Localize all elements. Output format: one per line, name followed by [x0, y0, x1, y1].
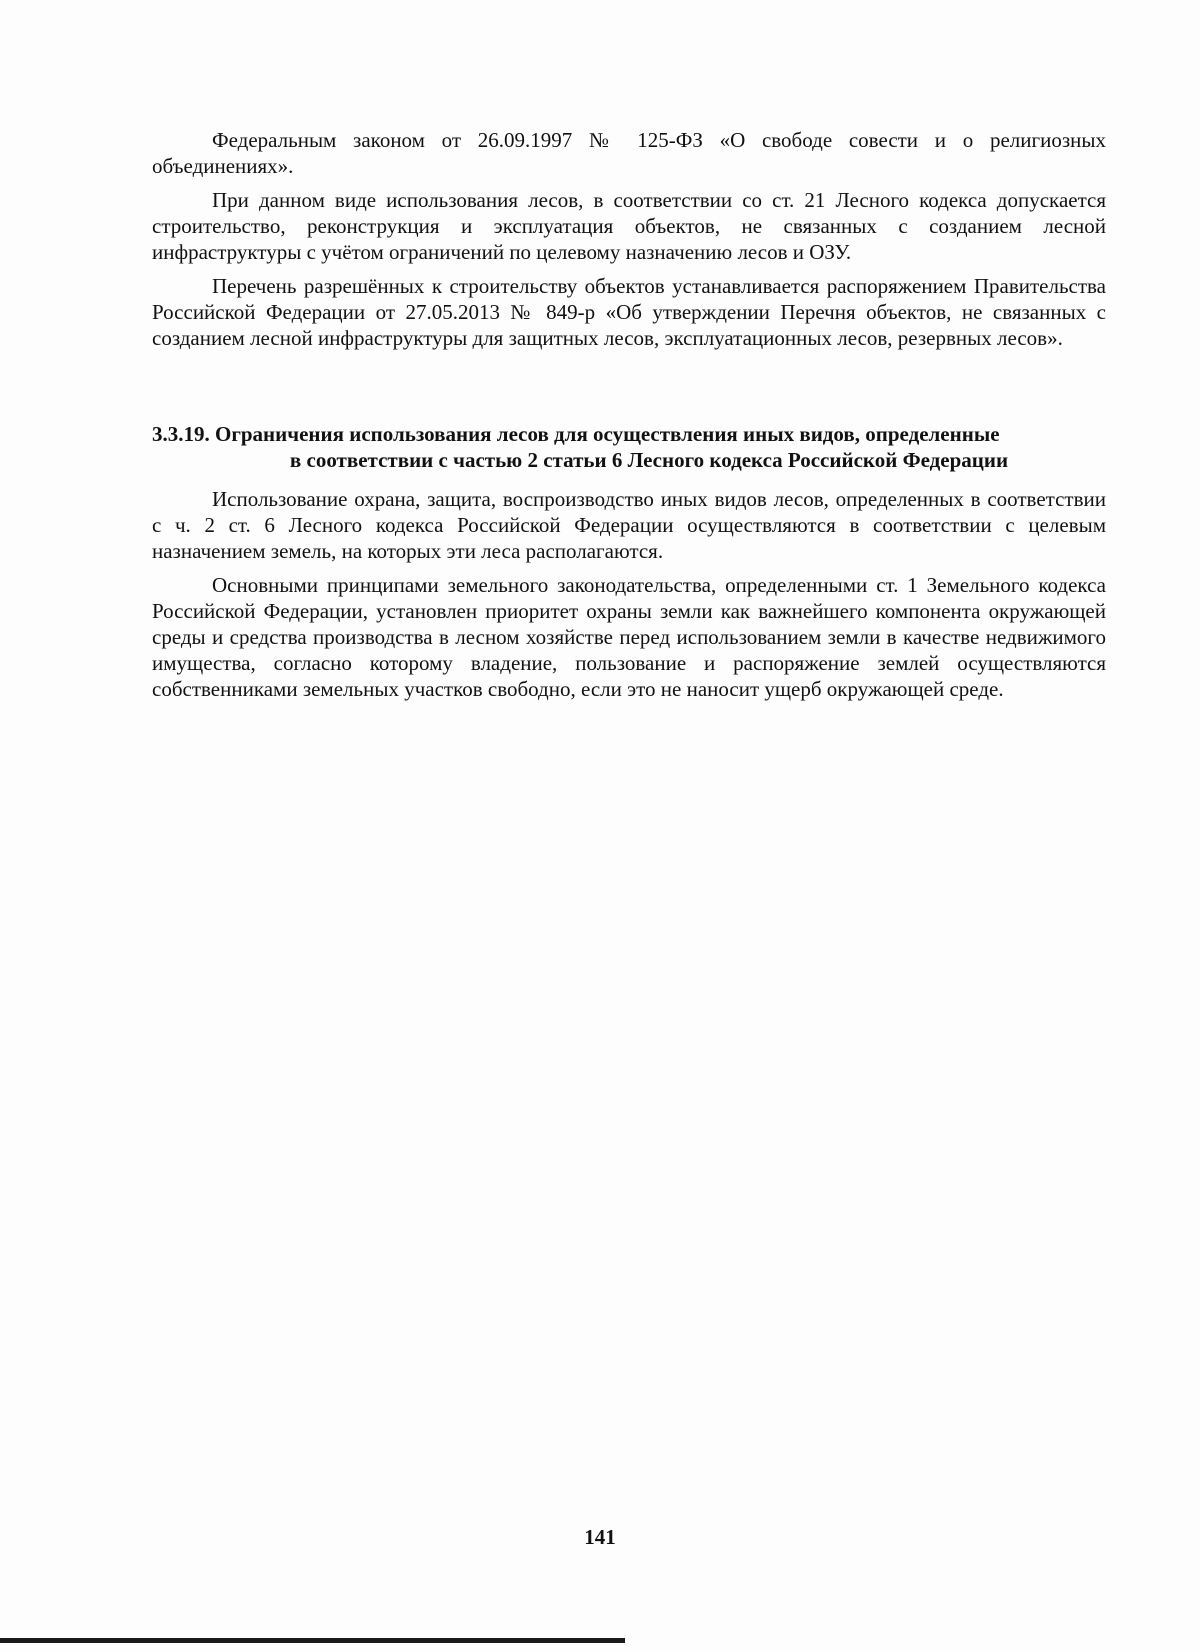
paragraph-other-forests: Использование охрана, защита, воспроизводство иных видов лесов, определенных в соответствии с ч. 2 ст. 6 Лесного кодекса Российской Федерации осуществляются в соответствии с целевым назначением земель, на которых эти леса располагаются. — [152, 487, 1106, 563]
section-heading-line1: 3.3.19. Ограничения использования лесов для осуществления иных видов, определенные — [152, 422, 1000, 446]
section-heading — [152, 421, 1106, 473]
page-number: 141 — [584, 1525, 616, 1549]
section-text-block — [152, 486, 1106, 710]
intro-text-block — [152, 127, 1106, 359]
paragraph-permitted-objects: Перечень разрешённых к строительству объектов устанавливается распоряжением Правительства Российской Федерации от 27.05.2013 № 849-р «Об утверждении Перечня объектов, не связанных с созданием лесной инфраструктуры для защитных лесов, эксплуатационных лесов, резервных лесов». — [152, 274, 1106, 350]
paragraph-land-principles: Основными принципами земельного законодательства, определенными ст. 1 Земельного кодекса Российской Федерации, установлен приоритет охраны земли как важнейшего компонента окружающей среды и средства производства в лесном хозяйстве перед использованием земли в качестве недвижимого имущества, согласно которому владение, пользование и распоряжение землей осуществляются собственниками земельных участков свободно, если это не наносит ущерб окружающей среде. — [152, 573, 1106, 701]
scan-edge-line — [0, 1638, 625, 1643]
section-heading-line2: в соответствии с частью 2 статьи 6 Лесного кодекса Российской Федерации — [289, 448, 1009, 472]
paragraph-federal-law: Федеральным законом от 26.09.1997 № 125-ФЗ «О свободе совести и о религиозных объединениях». — [152, 128, 1106, 178]
paragraph-forest-use: При данном виде использования лесов, в соответствии со ст. 21 Лесного кодекса допускается строительство, реконструкция и эксплуатация объектов, не связанных с созданием лесной инфраструктуры с учётом ограничений по целевому назначению лесов и ОЗУ. — [152, 188, 1106, 264]
